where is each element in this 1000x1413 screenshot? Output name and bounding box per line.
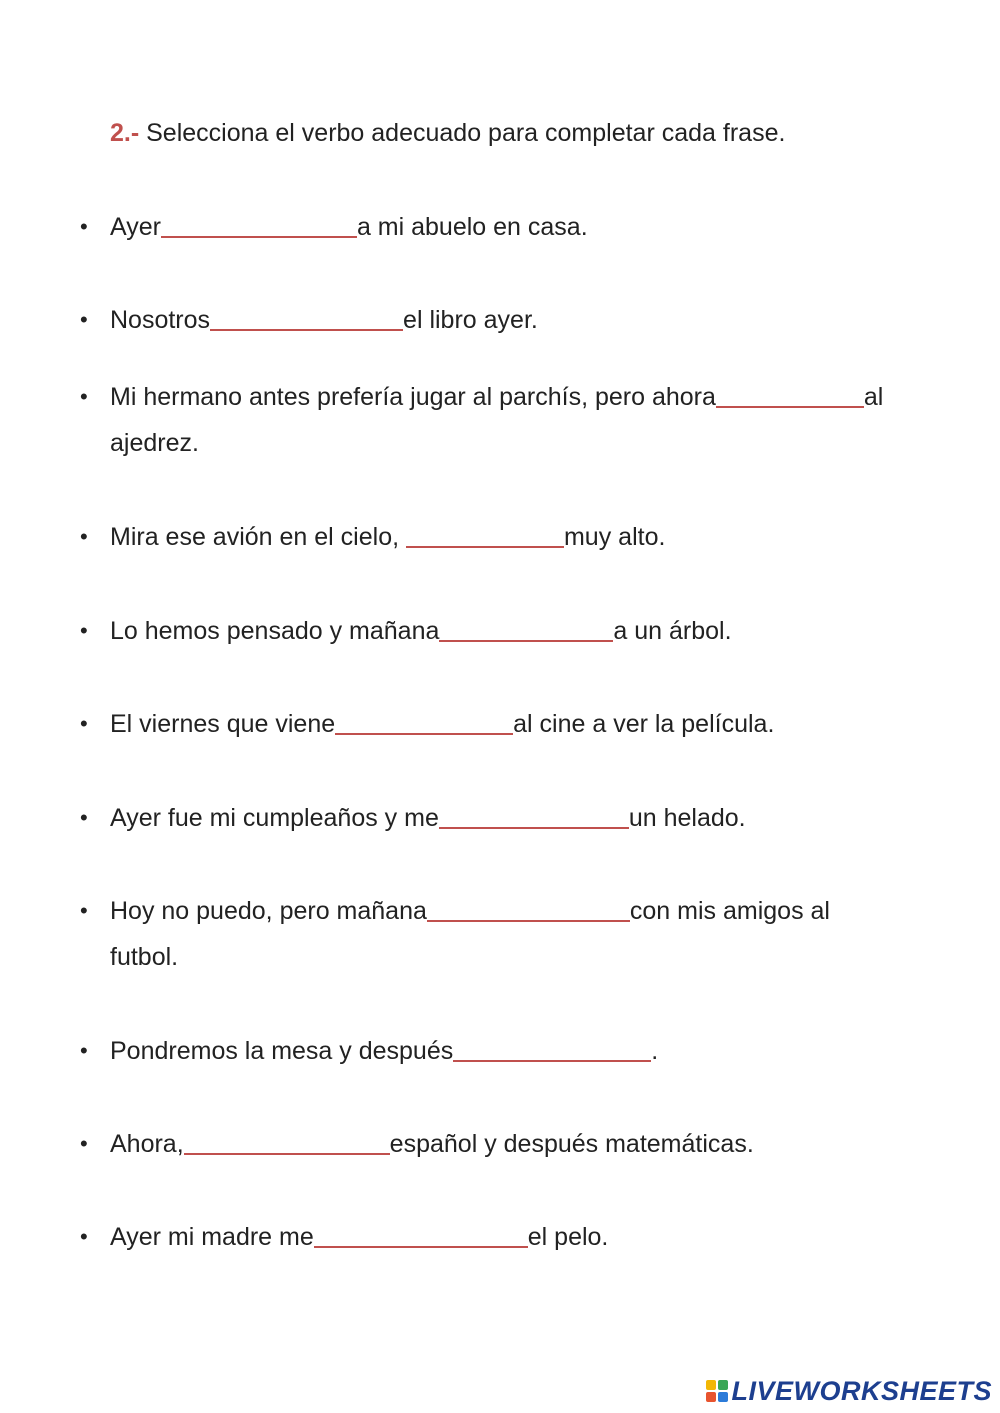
sentence-text-continued: futbol. xyxy=(110,943,179,971)
bullet: • xyxy=(80,1038,88,1063)
sentence-text-continued: ajedrez. xyxy=(110,429,199,457)
sentence-text-after: un helado. xyxy=(628,804,746,832)
sentence-text-after: muy alto. xyxy=(563,523,666,551)
instruction xyxy=(110,118,785,148)
answer-blank[interactable] xyxy=(184,1131,390,1155)
sentence-text-before: Nosotros xyxy=(110,306,211,334)
answer-blank[interactable] xyxy=(439,618,613,642)
liveworksheets-logo[interactable] xyxy=(706,1375,992,1407)
sentence-text-before: Ayer xyxy=(110,213,161,241)
sentence-text-after: el libro ayer. xyxy=(403,306,538,334)
exercise-number: 2.- xyxy=(110,119,140,147)
answer-blank[interactable] xyxy=(210,307,403,331)
bullet: • xyxy=(80,524,88,549)
logo-square xyxy=(706,1392,716,1402)
sentence-text-before: Ahora, xyxy=(110,1130,184,1158)
sentence-text-after: a un árbol. xyxy=(613,617,732,645)
answer-blank[interactable] xyxy=(335,711,513,735)
sentence-text-after: con mis amigos al xyxy=(629,897,830,925)
answer-blank[interactable] xyxy=(439,805,629,829)
logo-square xyxy=(706,1380,716,1390)
sentence-text-before: Hoy no puedo, pero mañana xyxy=(110,897,427,925)
answer-blank[interactable] xyxy=(406,524,564,548)
sentence-text-before: Mira ese avión en el cielo, xyxy=(110,523,406,551)
bullet: • xyxy=(80,307,88,332)
bullet: • xyxy=(80,1131,88,1156)
instruction-text: Selecciona el verbo adecuado para completar cada frase. xyxy=(139,119,786,147)
bullet: • xyxy=(80,711,88,736)
bullet: • xyxy=(80,898,88,923)
answer-blank[interactable] xyxy=(314,1224,528,1248)
bullet: • xyxy=(80,1224,88,1249)
answer-blank[interactable] xyxy=(716,384,864,408)
sentence-text-before: Lo hemos pensado y mañana xyxy=(110,617,440,645)
answer-blank[interactable] xyxy=(427,898,630,922)
logo-wordmark: LIVEWORKSHEETS xyxy=(731,1375,992,1406)
sentence-text-after: . xyxy=(651,1037,659,1065)
bullet: • xyxy=(80,618,88,643)
sentence-text-after: al xyxy=(863,383,884,411)
sentence-text-after: el pelo. xyxy=(527,1223,609,1251)
sentence-text-before: Pondremos la mesa y después xyxy=(110,1037,454,1065)
bullet: • xyxy=(80,805,88,830)
answer-blank[interactable] xyxy=(453,1038,651,1062)
bullet: • xyxy=(80,384,88,409)
logo-square xyxy=(718,1392,728,1402)
sentence-text-before: Mi hermano antes prefería jugar al parchís, pero ahora xyxy=(110,383,716,411)
sentence-text-before: Ayer fue mi cumpleaños y me xyxy=(110,804,439,832)
answer-blank[interactable] xyxy=(161,214,357,238)
sentence-text-before: Ayer mi madre me xyxy=(110,1223,314,1251)
bullet: • xyxy=(80,214,88,239)
logo-mark-icon xyxy=(706,1380,728,1402)
logo-square xyxy=(718,1380,728,1390)
sentence-text-before: El viernes que viene xyxy=(110,710,336,738)
sentence-text-after: al cine a ver la película. xyxy=(513,710,775,738)
sentence-text-after: español y después matemáticas. xyxy=(389,1130,754,1158)
sentence-text-after: a mi abuelo en casa. xyxy=(356,213,588,241)
